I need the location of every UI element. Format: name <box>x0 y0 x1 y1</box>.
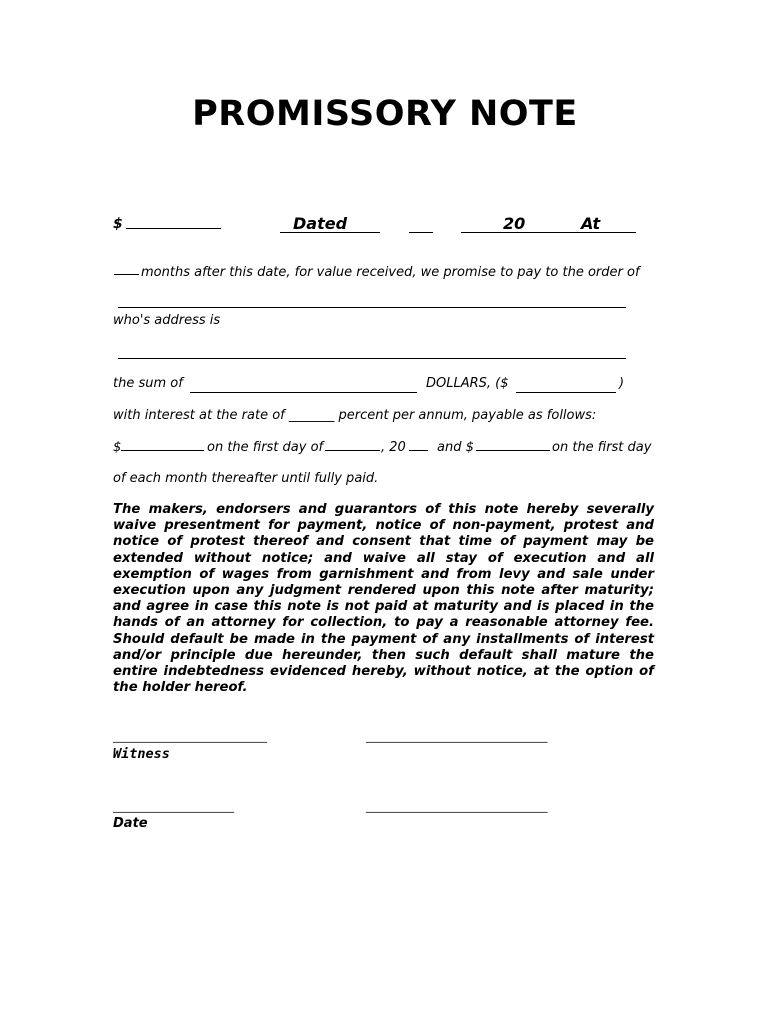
months-text: months after this date, for value received, we promise to pay to the order of <box>141 265 640 280</box>
payment-amount-blank[interactable] <box>121 450 204 451</box>
date-signature-line[interactable]: ______________________ <box>113 800 234 813</box>
date-label: Date <box>113 816 148 831</box>
sum-close-paren: ) <box>619 376 625 391</box>
witness-label: Witness <box>113 746 170 762</box>
at-label: At <box>581 214 601 233</box>
interest-text: with interest at the rate of _______ percent per annum, payable as follows: <box>113 408 597 423</box>
dollars-label: DOLLARS, ($ <box>426 376 509 391</box>
monthly-amount-blank[interactable] <box>476 450 550 451</box>
first-payment-year-blank[interactable] <box>409 450 428 451</box>
first-payment-date-blank[interactable] <box>325 450 380 451</box>
year-prefix: 20 <box>503 214 526 233</box>
amount-dollar-sign: $ <box>113 216 123 232</box>
dated-label: Dated <box>293 214 348 233</box>
on-first-day-text: on the first day <box>552 440 652 455</box>
each-month-text: of each month thereafter until fully paid. <box>113 471 379 486</box>
sum-number-blank[interactable] <box>516 392 616 393</box>
payee-blank[interactable] <box>118 307 626 308</box>
year-at-underline[interactable] <box>461 232 636 233</box>
date-blank[interactable] <box>409 232 433 233</box>
maker-signature-line-2[interactable]: _________________________________ <box>366 800 548 813</box>
months-blank[interactable] <box>114 274 139 275</box>
address-blank[interactable] <box>118 358 626 359</box>
first-day-of-text: on the first day of <box>207 440 324 455</box>
maker-signature-line-1[interactable]: _________________________________ <box>366 730 548 743</box>
year-20-text: , 20 <box>381 440 406 455</box>
sum-words-blank[interactable] <box>190 392 417 393</box>
terms-paragraph: The makers, endorsers and guarantors of this note hereby severally waive presentment for payment, notice of non-payment, protest and notice of protest thereof and consent that time of payment may be extended without notice; and waive all stay of execution and all exemption of wages from garnishment and from levy and sale under execution upon any judgment rendered upon this note after maturity; and agree in case this note is not paid at maturity and is placed in the hands of an attorney for collection, to pay a reasonable attorney fee. Should default be made in the payment of any installments of interest and/or principle due hereunder, then such default shall mature the entire indebtedness evidenced hereby, without notice, at the option of the holder hereof. <box>113 502 654 696</box>
and-dollar-text: and $ <box>437 440 474 455</box>
document-title: PROMISSORY NOTE <box>192 94 578 134</box>
amount-blank[interactable] <box>126 228 221 229</box>
payment-dollar-sign: $ <box>113 440 122 455</box>
sum-label: the sum of <box>113 376 183 391</box>
address-label: who's address is <box>113 313 221 328</box>
witness-signature-line[interactable]: ____________________________ <box>113 730 267 743</box>
